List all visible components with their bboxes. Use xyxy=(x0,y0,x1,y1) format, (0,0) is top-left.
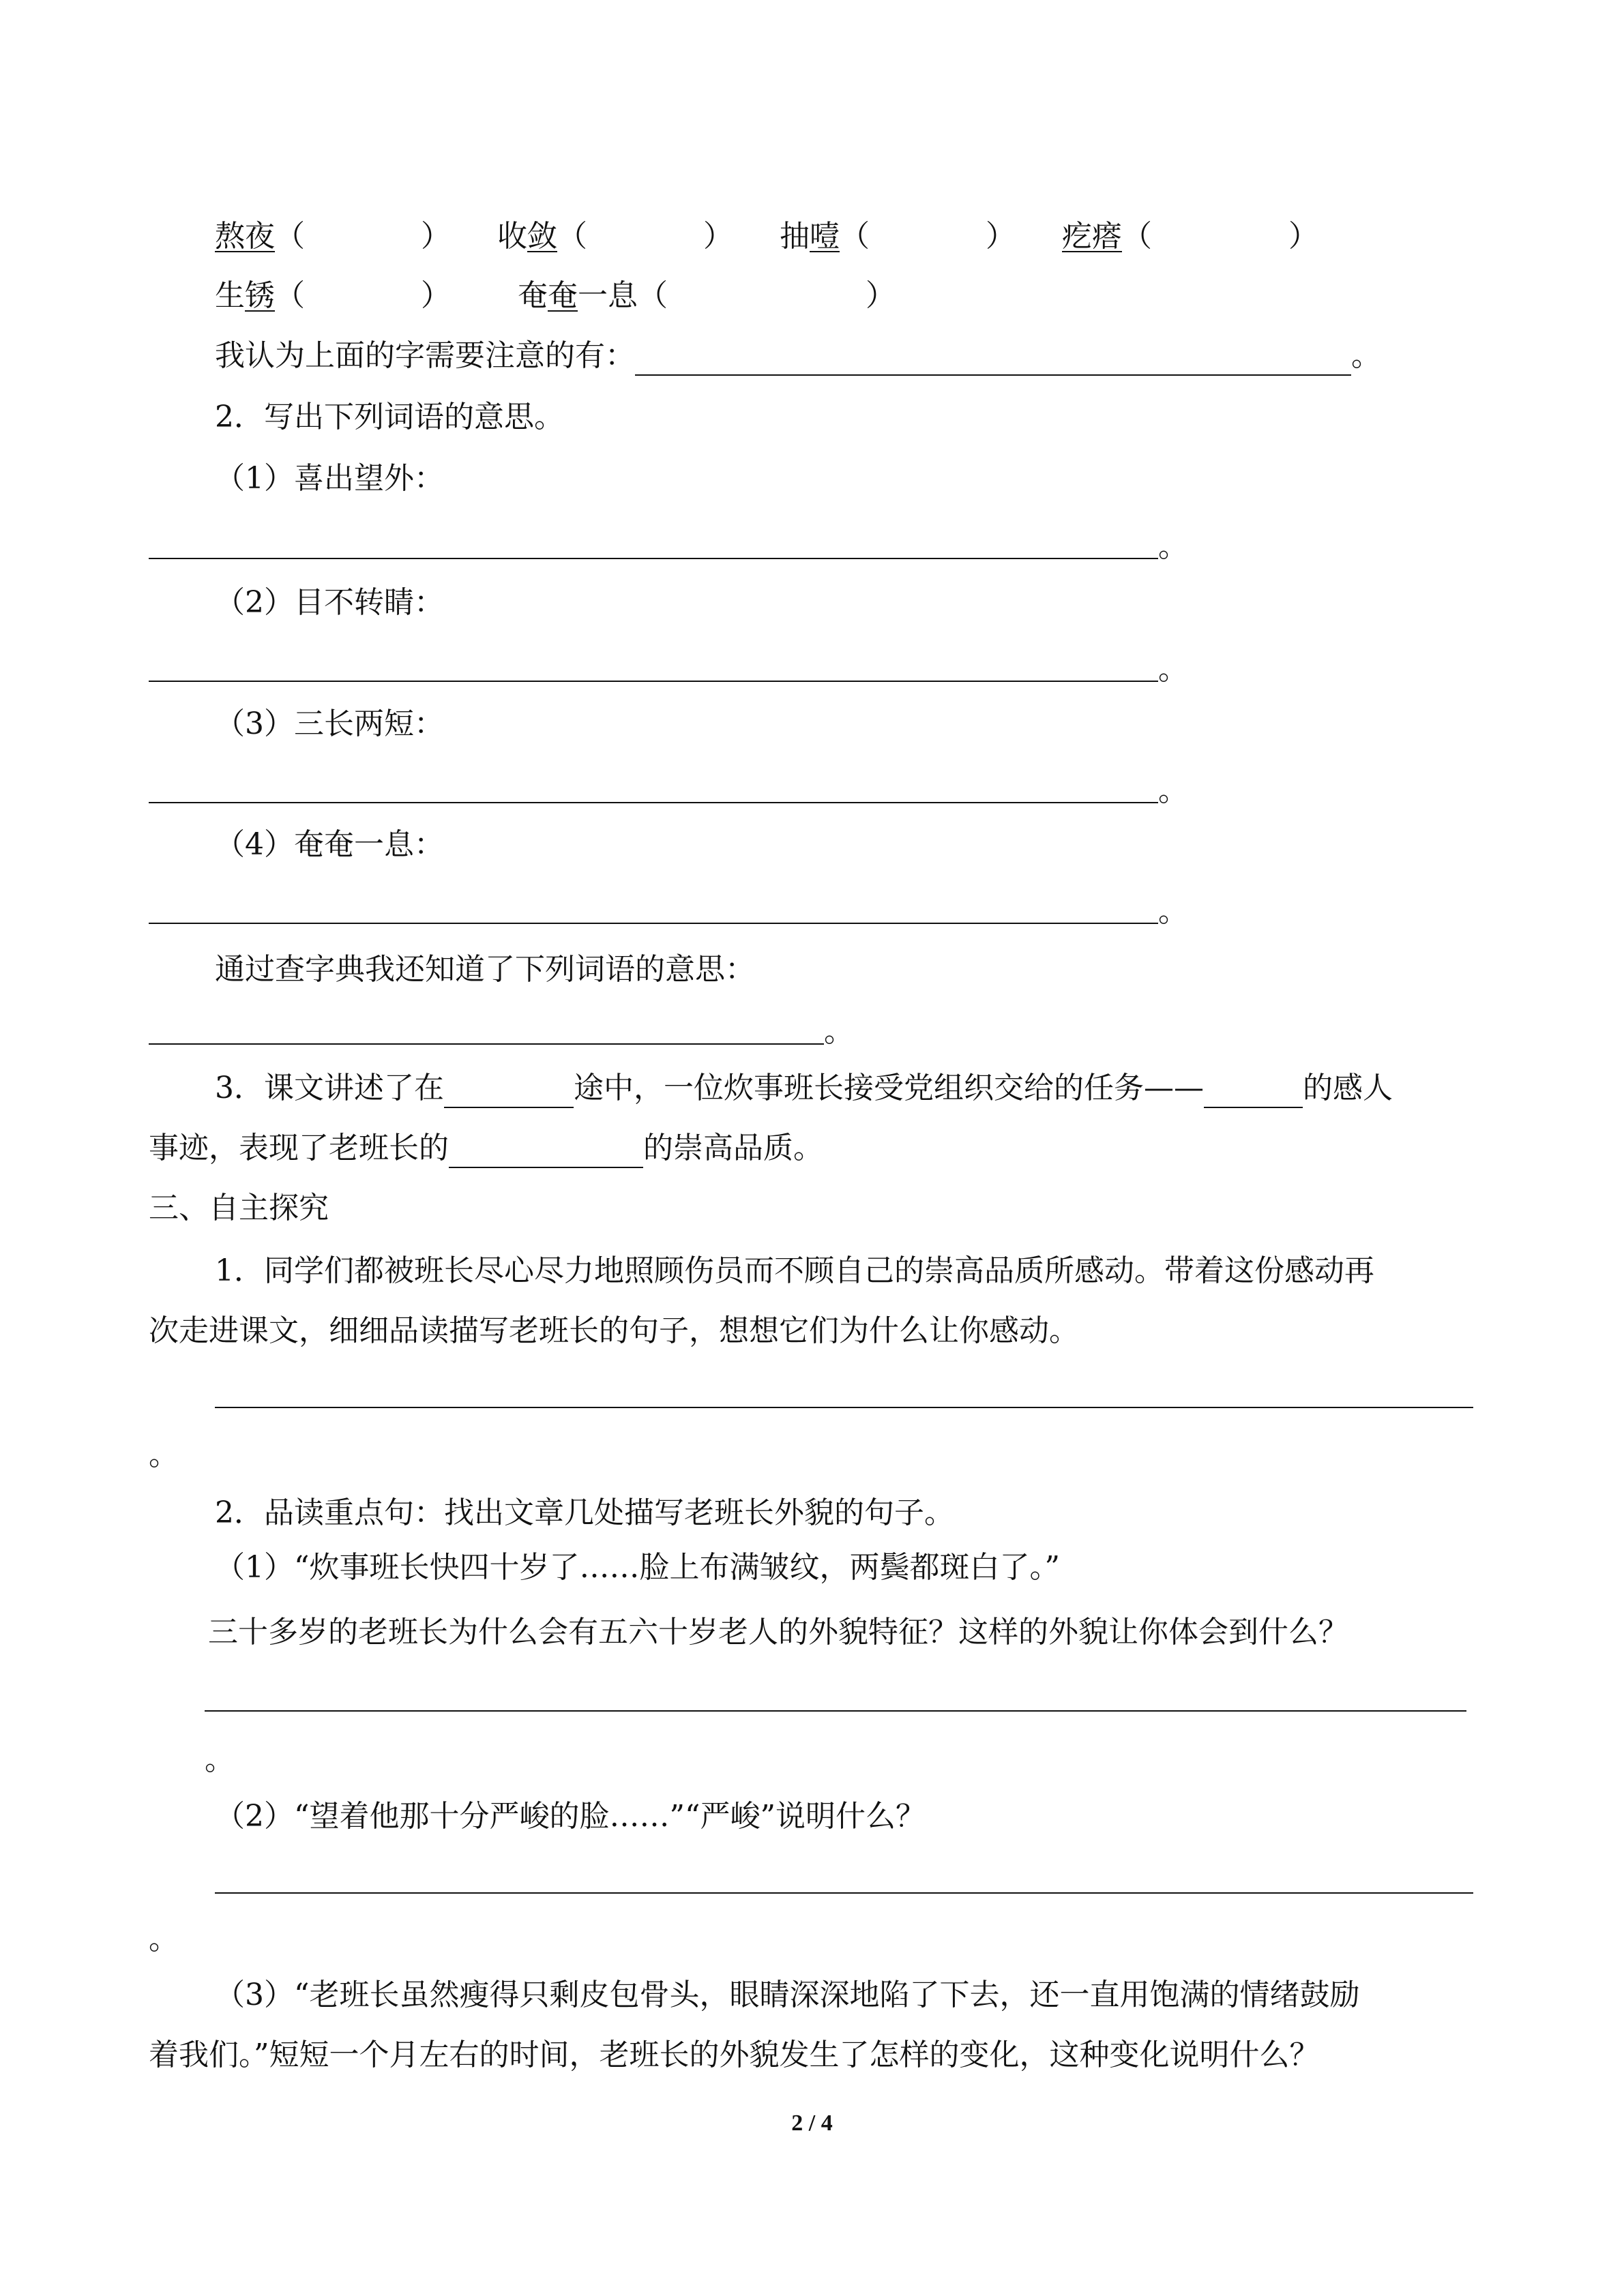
s3-q2-2: （2）“望着他那十分严峻的脸……”“严峻”说明什么？ xyxy=(215,1799,926,1834)
vocab-row-1: 熬夜（ ） 收敛（ ） 抽噎（ ） 疙瘩（ ） xyxy=(215,219,1318,254)
q2-answer-line-2[interactable] xyxy=(149,681,1158,682)
q2-item-2: （2）目不转睛： xyxy=(215,585,444,620)
s3-q1-line-1: 1．同学们都被班长尽心尽力地照顾伤员而不顾自己的崇高品质所感动。带着这份感动再 xyxy=(215,1253,1374,1288)
period-mark: 。 xyxy=(824,1014,854,1049)
q3-line-2: 事迹，表现了老班长的 的崇高品质。 xyxy=(149,1129,823,1168)
q3-blank-journey[interactable] xyxy=(444,1075,574,1108)
s3-q2-1-quote: （1）“炊事班长快四十岁了……脸上布满皱纹，两鬓都斑白了。” xyxy=(215,1550,1060,1585)
period-mark: 。 xyxy=(1158,894,1188,929)
s3-q1-line-2: 次走进课文，细细品读描写老班长的句子，想想它们为什么让你感动。 xyxy=(149,1313,1079,1348)
s3-q2-3-line-1: （3）“老班长虽然瘦得只剩皮包骨头，眼睛深深地陷了下去，还一直用饱满的情绪鼓励 xyxy=(215,1978,1360,2012)
q2-heading: 2．写出下列词语的意思。 xyxy=(215,400,564,434)
vocab-shengxiu: 生锈 xyxy=(215,278,275,313)
period-mark: 。 xyxy=(149,1437,179,1472)
s3-q2-3-line-2: 着我们。”短短一个月左右的时间，老班长的外貌发生了怎样的变化，这种变化说明什么？ xyxy=(149,2038,1320,2072)
q3-blank-task[interactable] xyxy=(1204,1075,1303,1108)
s3-q2-2-answer-line[interactable] xyxy=(215,1892,1473,1894)
q2-item-4: （4）奄奄一息： xyxy=(215,827,444,862)
s3-q2-1-question: 三十多岁的老班长为什么会有五六十岁老人的外貌特征？这样的外貌让你体会到什么？ xyxy=(208,1615,1348,1650)
period-mark: 。 xyxy=(1158,529,1188,564)
page-number: 2 / 4 xyxy=(791,2111,833,2136)
vocab-geda: 疙瘩 xyxy=(1062,219,1122,254)
q2-item-1: （1）喜出望外： xyxy=(215,461,444,496)
period-mark: 。 xyxy=(205,1742,235,1777)
q2-answer-line-3[interactable] xyxy=(149,802,1158,803)
vocab-chouye: 抽噎 xyxy=(780,219,840,254)
dictionary-prompt: 通过查字典我还知道了下列词语的意思： xyxy=(215,952,755,987)
s3-q1-answer-line[interactable] xyxy=(215,1407,1473,1408)
period-mark: 。 xyxy=(149,1922,179,1956)
s3-q2-1-answer-line[interactable] xyxy=(205,1710,1466,1712)
attention-prompt: 我认为上面的字需要注意的有： 。 xyxy=(215,336,1381,376)
s3-q2-heading: 2．品读重点句：找出文章几处描写老班长外貌的句子。 xyxy=(215,1495,954,1530)
vocab-aoye: 熬夜 xyxy=(215,219,275,254)
period-mark: 。 xyxy=(1158,773,1188,808)
q2-answer-line-4[interactable] xyxy=(149,923,1158,924)
dictionary-answer-line[interactable] xyxy=(149,1043,824,1045)
period-mark: 。 xyxy=(1158,652,1188,687)
attention-answer-line[interactable] xyxy=(635,343,1351,376)
vocab-yanyanyixi: 奄奄一息 xyxy=(518,278,638,313)
section-3-title: 三、自主探究 xyxy=(149,1191,329,1225)
q3-line-1: 3．课文讲述了在 途中，一位炊事班长接受党组织交给的任务—— 的感人 xyxy=(215,1069,1393,1108)
q2-item-3: （3）三长两短： xyxy=(215,706,444,741)
q2-answer-line-1[interactable] xyxy=(149,558,1158,559)
vocab-shoulian: 收敛 xyxy=(497,219,557,254)
q3-blank-quality[interactable] xyxy=(449,1135,643,1168)
vocab-row-2: 生锈（ ） 奄奄一息（ ） xyxy=(215,278,896,313)
